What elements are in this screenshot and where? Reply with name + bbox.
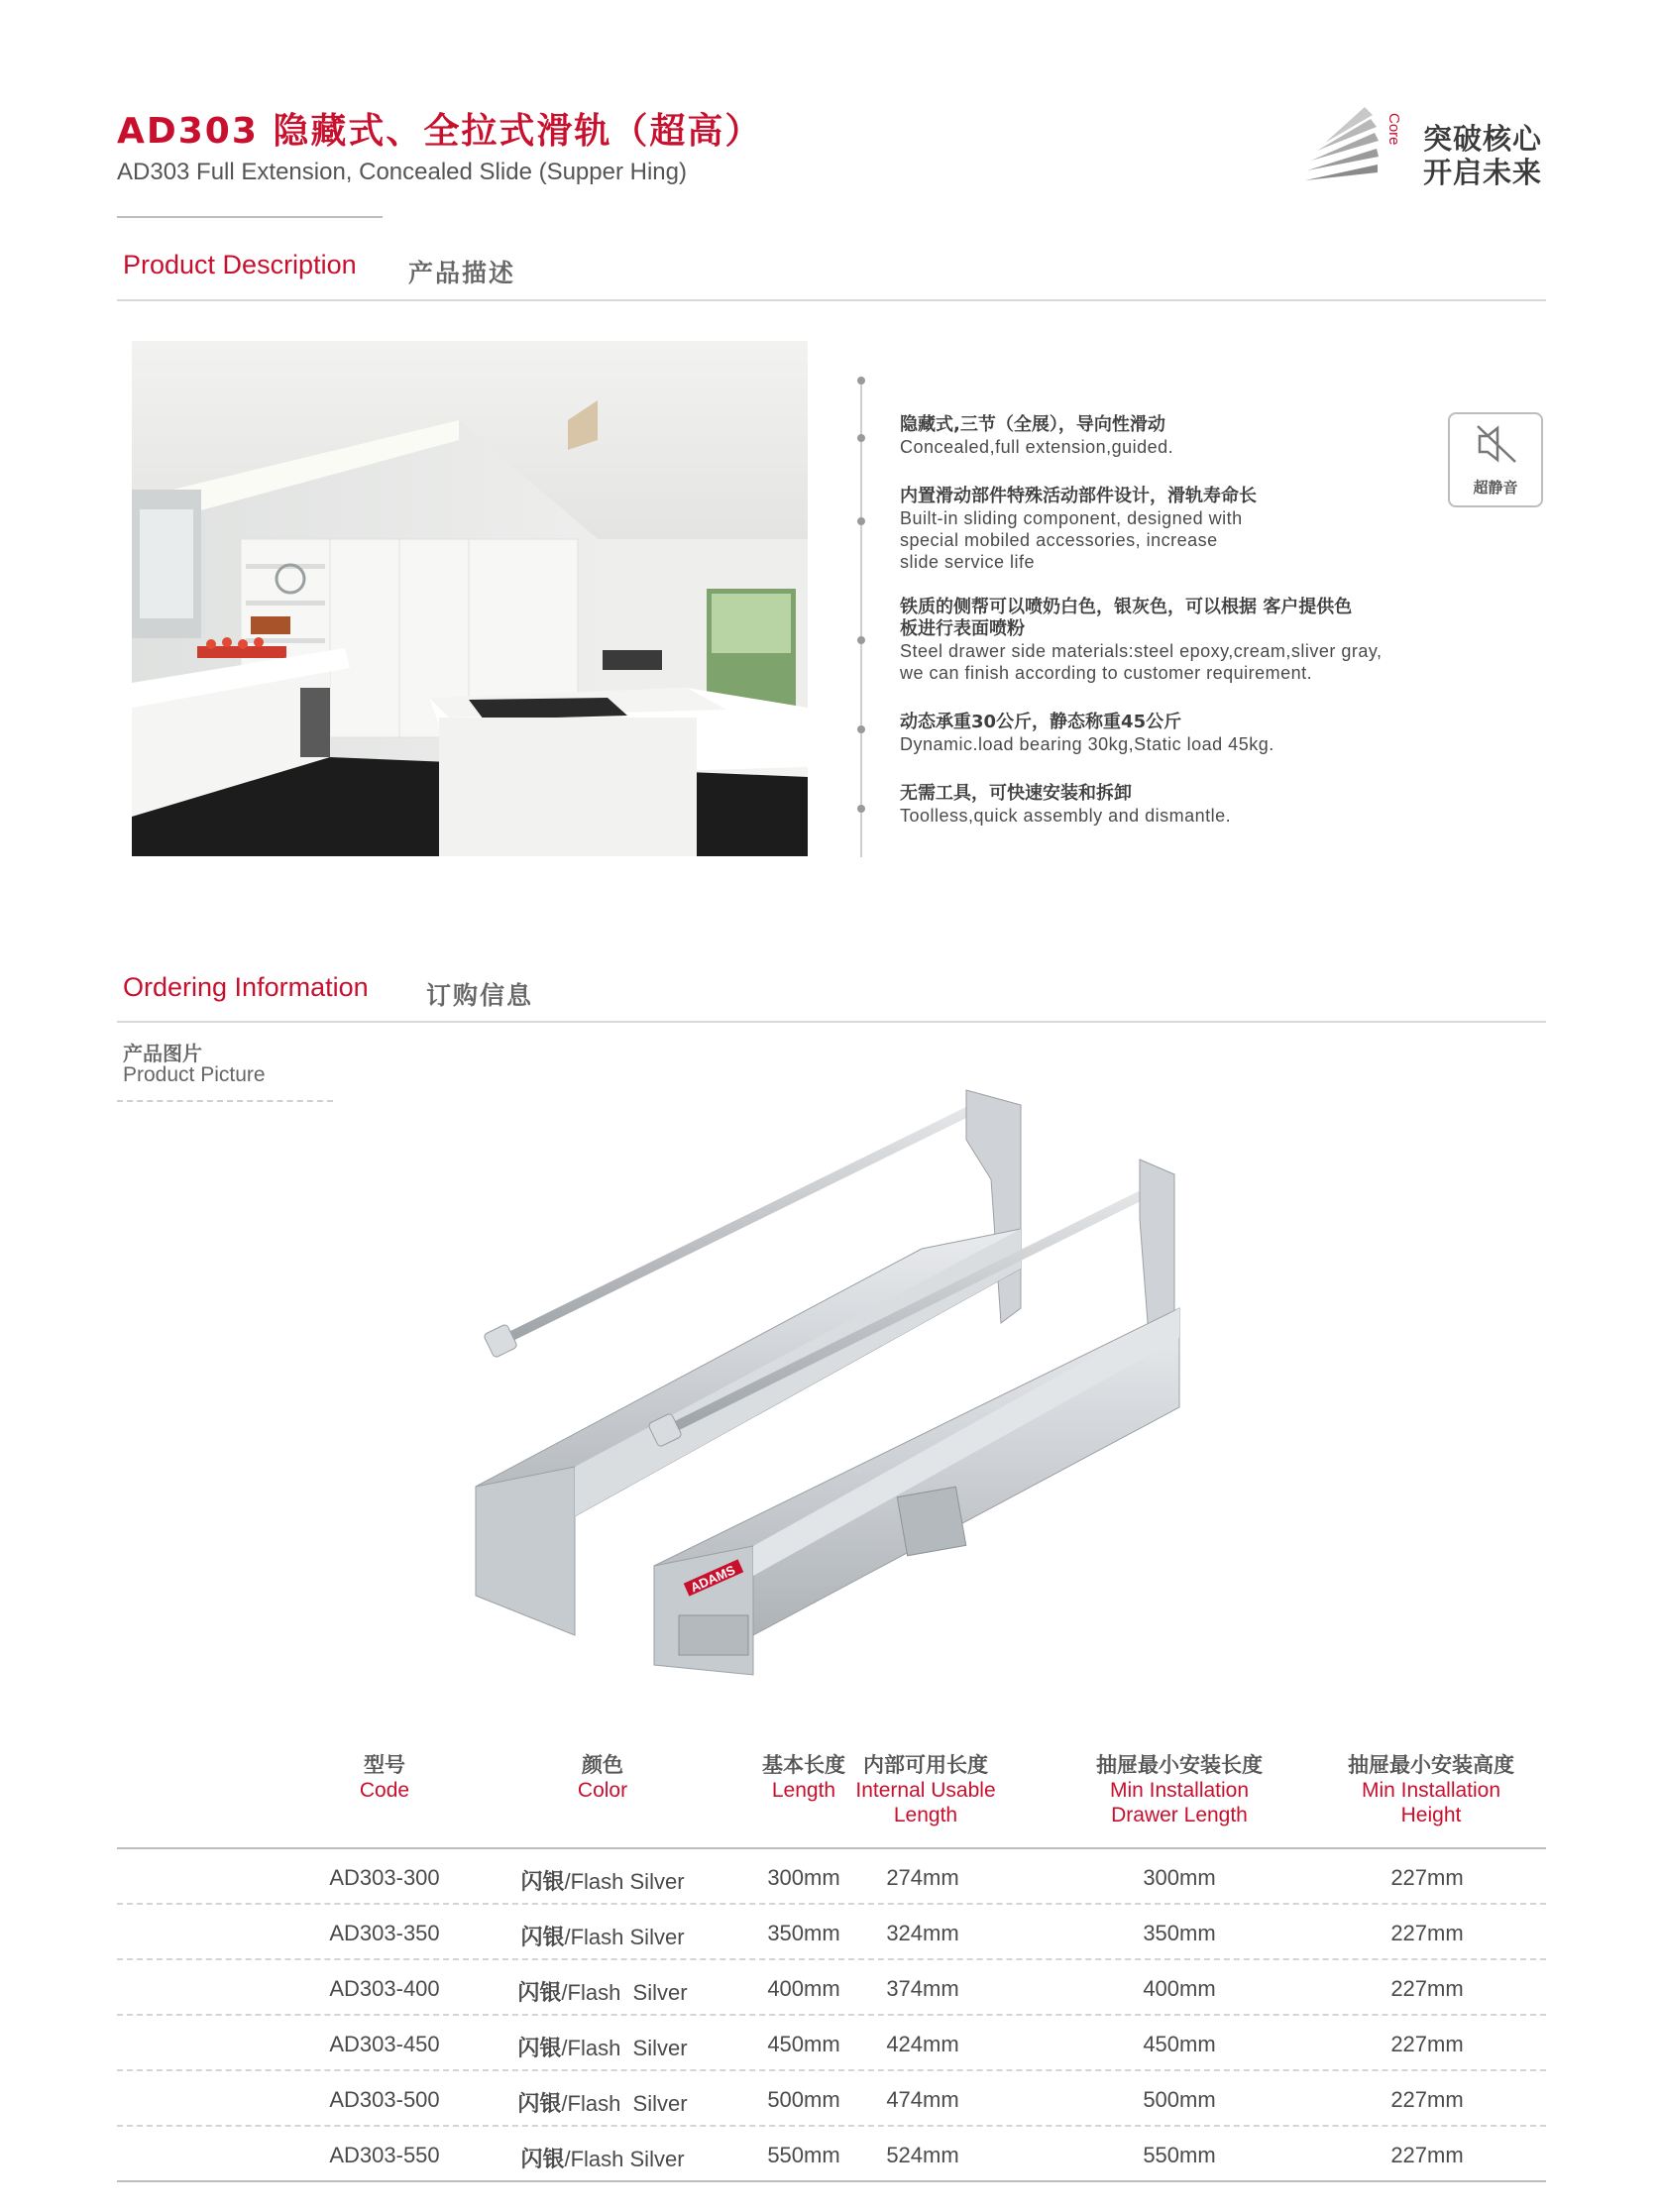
feature-item <box>900 414 1475 458</box>
cell-length: 300mm <box>767 1865 840 1890</box>
table-row <box>117 2016 1546 2071</box>
silent-badge <box>1448 412 1543 507</box>
feature-item <box>900 486 1475 573</box>
timeline-dot <box>857 805 865 813</box>
cell-code: AD303-400 <box>329 1976 440 2001</box>
timeline-dot <box>857 725 865 733</box>
cell-internal-length: 524mm <box>886 2143 959 2167</box>
cell-min-length: 350mm <box>1143 1921 1216 1945</box>
column-header-en: Min Installation <box>1361 1779 1501 1802</box>
cell-min-height: 227mm <box>1390 2087 1464 2112</box>
section-divider <box>117 1021 1546 1023</box>
timeline-dot <box>857 377 865 385</box>
feature-text-en: Toolless,quick assembly and dismantle. <box>900 806 1232 826</box>
table-row <box>117 2071 1546 2127</box>
slide-brand-label: ADAMS <box>688 1562 737 1596</box>
cell-code: AD303-450 <box>329 2032 440 2056</box>
column-header-en: Height <box>1400 1804 1462 1826</box>
column-header-en: Min Installation <box>1109 1779 1250 1802</box>
column-header-en: Code <box>359 1779 410 1802</box>
cell-color-cn: 闪银 <box>517 2037 562 2061</box>
logo-core-text: Core <box>1385 113 1402 146</box>
cell-color-en: /Flash Silver <box>564 1869 685 1894</box>
feature-item <box>900 783 1475 827</box>
feature-text-cn: 隐藏式,三节（全展），导向性滑动 <box>900 414 1165 435</box>
table-row <box>117 2127 1546 2182</box>
feature-item <box>900 712 1475 755</box>
product-picture-label: Product Picture <box>123 1063 266 1086</box>
cell-color-en: /Flash Silver <box>564 2147 685 2171</box>
picture-divider <box>117 1100 333 1102</box>
speaker-muted-icon <box>1450 414 1545 474</box>
cell-color-en: /Flash Silver <box>561 1980 688 2005</box>
column-header-en: Length <box>771 1779 836 1802</box>
feature-text-cn: 动态承重30公斤，静态称重45公斤 <box>900 712 1182 732</box>
title-divider <box>117 216 383 218</box>
page-title: AD303 隐藏式、全拉式滑轨（超高） <box>117 111 763 152</box>
cell-code: AD303-550 <box>329 2143 440 2167</box>
cell-min-height: 227mm <box>1390 2032 1464 2056</box>
column-header-en: Internal Usable <box>855 1779 996 1802</box>
cell-color-cn: 闪银 <box>520 1870 565 1895</box>
feature-timeline <box>860 377 862 857</box>
section-heading-description: Product Description <box>123 250 357 279</box>
column-header-min-height <box>1282 1752 1580 1827</box>
cell-internal-length: 324mm <box>886 1921 959 1945</box>
cell-color-cn: 闪银 <box>520 2148 565 2172</box>
section-heading-ordering-cn: 订购信息 <box>426 981 534 1010</box>
cell-color-cn: 闪银 <box>517 1981 562 2006</box>
feature-text-en: Concealed,full extension,guided. <box>900 437 1174 457</box>
feature-text-en: special mobiled accessories, increase <box>900 530 1218 550</box>
table-row <box>117 1849 1546 1905</box>
feature-item <box>900 597 1455 684</box>
cell-internal-length: 274mm <box>886 1865 959 1890</box>
cell-min-length: 300mm <box>1143 1865 1216 1890</box>
cell-min-height: 227mm <box>1390 1921 1464 1945</box>
column-header-cn: 基本长度 <box>762 1753 845 1777</box>
cell-min-height: 227mm <box>1390 2143 1464 2167</box>
cell-internal-length: 474mm <box>886 2087 959 2112</box>
cell-length: 550mm <box>767 2143 840 2167</box>
cell-min-height: 227mm <box>1390 1976 1464 2001</box>
column-header-en: Drawer Length <box>1111 1804 1248 1826</box>
silent-badge-label: 超静音 <box>1473 479 1518 497</box>
kitchen-photo <box>132 341 808 856</box>
cell-min-length: 400mm <box>1143 1976 1216 2001</box>
section-heading-description-cn: 产品描述 <box>408 259 516 287</box>
page-subtitle: AD303 Full Extension, Concealed Slide (Supper Hing) <box>117 159 687 185</box>
cell-code: AD303-350 <box>329 1921 440 1945</box>
column-header-internal-length <box>777 1752 1074 1827</box>
section-divider <box>117 299 1546 301</box>
column-header-cn: 内部可用长度 <box>863 1753 988 1777</box>
cell-min-length: 450mm <box>1143 2032 1216 2056</box>
feature-text-en: we can finish according to customer requirement. <box>900 663 1313 683</box>
column-header-cn: 型号 <box>364 1753 405 1777</box>
logo-slogan-line2: 开启未来 <box>1423 156 1543 189</box>
column-header-en: Color <box>577 1779 628 1802</box>
feature-text-en: slide service life <box>900 552 1036 572</box>
feature-text-cn: 铁质的侧帮可以喷奶白色，银灰色，可以根据 客户提供色板进行表面喷粉 <box>900 597 1353 639</box>
column-header-en: Length <box>893 1804 958 1826</box>
cell-length: 400mm <box>767 1976 840 2001</box>
section-heading-ordering: Ordering Information <box>123 972 369 1002</box>
cell-length: 500mm <box>767 2087 840 2112</box>
feature-text-en: Built-in sliding component, designed with <box>900 508 1243 528</box>
row-divider <box>117 2180 1546 2182</box>
drawer-slide-illustration <box>466 1080 1199 1705</box>
cell-code: AD303-500 <box>329 2087 440 2112</box>
cell-length: 450mm <box>767 2032 840 2056</box>
cell-min-length: 500mm <box>1143 2087 1216 2112</box>
cell-color-en: /Flash Silver <box>561 2036 688 2060</box>
timeline-dot <box>857 434 865 442</box>
cell-length: 350mm <box>767 1921 840 1945</box>
cell-code: AD303-300 <box>329 1865 440 1890</box>
product-picture-label-cn: 产品图片 <box>123 1042 202 1065</box>
cell-min-length: 550mm <box>1143 2143 1216 2167</box>
table-row <box>117 1960 1546 2016</box>
cell-internal-length: 374mm <box>886 1976 959 2001</box>
cell-internal-length: 424mm <box>886 2032 959 2056</box>
feature-text-cn: 内置滑动部件特殊活动部件设计，滑轨寿命长 <box>900 486 1257 506</box>
feature-text-en: Steel drawer side materials:steel epoxy,cream,sliver gray, <box>900 641 1383 661</box>
cell-color-cn: 闪银 <box>520 1926 565 1950</box>
column-header-cn: 颜色 <box>582 1753 623 1777</box>
cell-min-height: 227mm <box>1390 1865 1464 1890</box>
timeline-dot <box>857 636 865 644</box>
feature-text-en: Dynamic.load bearing 30kg,Static load 45kg. <box>900 734 1274 754</box>
table-row <box>117 1905 1546 1960</box>
column-header-cn: 抽屉最小安装高度 <box>1348 1753 1514 1777</box>
cell-color-en: /Flash Silver <box>561 2091 688 2116</box>
cell-color-en: /Flash Silver <box>564 1925 685 1949</box>
timeline-dot <box>857 517 865 525</box>
logo-slogan-line1: 突破核心 <box>1423 122 1543 156</box>
feature-text-cn: 无需工具，可快速安装和拆卸 <box>900 783 1132 804</box>
column-header-cn: 抽屉最小安装长度 <box>1096 1753 1263 1777</box>
cell-color-cn: 闪银 <box>517 2092 562 2117</box>
